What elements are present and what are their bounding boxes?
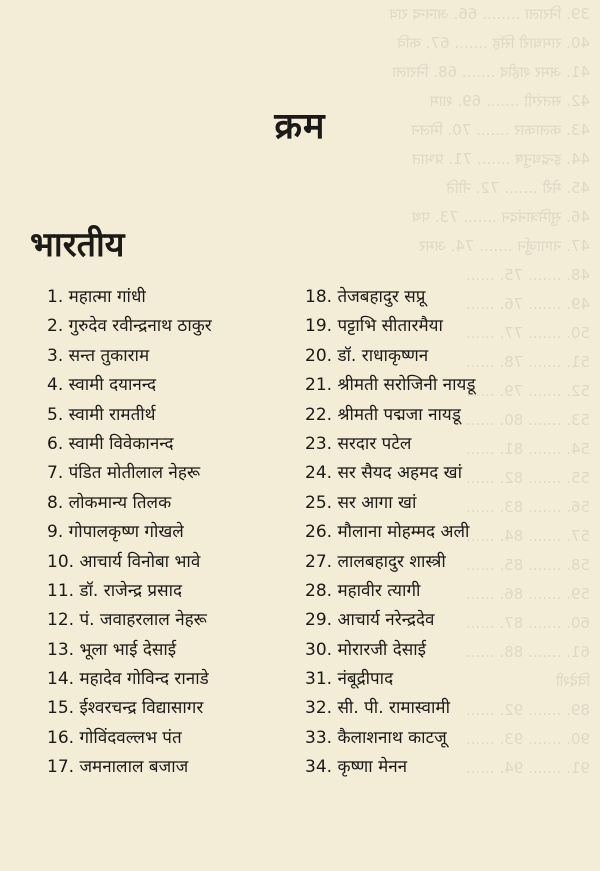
bleed-through-line: 46. सुमित्रानंदन ....... 73. पथ (411, 208, 590, 226)
bleed-through-line: 44. इन्द्रधनुष ....... 71. प्रभात (412, 150, 590, 168)
contents-entry: 29. आचार्य नरेन्द्रदेव (305, 610, 435, 631)
contents-entry: 12. पं. जवाहरलाल नेहरू (47, 610, 207, 631)
bleed-through-line: 90. ....... 93. ...... (466, 730, 590, 748)
page-title: क्रम (274, 106, 326, 147)
contents-entry: 21. श्रीमती सरोजिनी नायडू (305, 375, 476, 396)
bleed-through-line: 50. ....... 77. ...... (466, 324, 590, 342)
bleed-through-line: 39. निराला ........ 66. आनन्द राव (389, 5, 590, 23)
bleed-through-line: 51. ....... 78. ...... (466, 353, 590, 371)
contents-entry: 4. स्वामी दयानन्द (47, 375, 157, 396)
contents-list-right (305, 283, 575, 783)
contents-entry: 34. कृष्णा मेनन (305, 757, 408, 778)
bleed-through-line: 89. ....... 92. ...... (466, 701, 590, 719)
contents-entry: 25. सर आगा खां (305, 492, 417, 513)
bleed-through-line: 52. ....... 79. ...... (466, 382, 590, 400)
contents-entry: 13. भूला भाई देसाई (47, 639, 177, 660)
contents-entry: 18. तेजबहादुर सप्रू (305, 287, 426, 307)
contents-entry: 10. आचार्य विनोबा भावे (47, 551, 201, 572)
bleed-through-line: 58. ....... 85. ...... (466, 556, 590, 574)
contents-entry: 20. डॉ. राधाकृष्णन (305, 345, 429, 366)
bleed-through-line: 91. ....... 94. ...... (466, 759, 590, 777)
bleed-through-line: 42. सतरंगी ....... 69. शाम (429, 92, 590, 110)
bleed-through-line: 40. रामधारी सिंह ....... 67. कवि (397, 34, 590, 52)
bleed-through-line: 49. ....... 76. ...... (466, 295, 590, 313)
contents-entry: 5. स्वामी रामतीर्थ (47, 404, 156, 425)
bleed-through-line: 57. ....... 84. ...... (466, 527, 590, 545)
contents-entry: 15. ईश्वरचन्द्र विद्यासागर (47, 698, 204, 719)
contents-entry: 22. श्रीमती पद्मजा नायडू (305, 404, 461, 425)
contents-entry: 23. सरदार पटेल (305, 433, 412, 454)
bleed-through-line: 54. ....... 81. ...... (466, 440, 590, 458)
contents-entry: 26. मौलाना मोहम्मद अली (305, 522, 470, 543)
contents-entry: 6. स्वामी विवेकानन्द (47, 433, 174, 454)
bleed-through-line: 47. नागार्जुन ....... 74. अमर (419, 237, 590, 255)
contents-entry: 32. सी. पी. रामास्वामी (305, 698, 450, 719)
bleed-through-line: 48. ....... 75. ...... (466, 266, 590, 284)
contents-list-left (47, 283, 297, 783)
bleed-through-line: 59. ....... 86. ...... (466, 585, 590, 603)
contents-entry: 28. महावीर त्यागी (305, 580, 421, 601)
contents-entry: 7. पंडित मोतीलाल नेहरू (47, 463, 201, 484)
bleed-through-line: 53. ....... 80. ...... (466, 411, 590, 429)
bleed-through-line: 61. ....... 88. ...... (466, 643, 590, 661)
contents-entry: 16. गोविंदवल्लभ पंत (47, 727, 182, 748)
bleed-through-line: 56. ....... 83. ...... (466, 498, 590, 516)
contents-entry: 24. सर सैयद अहमद खां (305, 463, 462, 484)
contents-entry: 33. कैलाशनाथ काटजू (305, 727, 447, 748)
contents-entry: 31. नंबूद्रीपाद (305, 669, 394, 690)
contents-entry: 1. महात्मा गांधी (47, 287, 146, 307)
contents-entry: 3. सन्त तुकाराम (47, 345, 150, 366)
contents-entry: 19. पट्टाभि सीतारमैया (305, 316, 443, 337)
bleed-through-line: 43. कलाकार ....... 70. मिलन (411, 121, 590, 139)
bleed-through-line: विदेशी (555, 672, 590, 690)
bleed-through-line: 41. अमर शहीद ....... 68. निराला (392, 63, 590, 81)
bleed-through-line: 55. ....... 82. ...... (466, 469, 590, 487)
contents-entry: 8. लोकमान्य तिलक (47, 492, 172, 513)
bleed-through-line: 60. ....... 87. ...... (466, 614, 590, 632)
section-heading-indian: भारतीय (30, 225, 125, 265)
contents-entry: 17. जमनालाल बजाज (47, 757, 189, 778)
contents-entry: 14. महादेव गोविन्द रानाडे (47, 669, 209, 690)
contents-entry: 27. लालबहादुर शास्त्री (305, 551, 446, 572)
contents-entry: 11. डॉ. राजेन्द्र प्रसाद (47, 580, 182, 601)
contents-entry: 30. मोरारजी देसाई (305, 639, 427, 660)
contents-entry: 9. गोपालकृष्ण गोखले (47, 522, 184, 543)
bleed-through-line: 45. मेरी ....... 72. नीति (446, 179, 590, 197)
contents-entry: 2. गुरुदेव रवीन्द्रनाथ ठाकुर (47, 316, 212, 337)
